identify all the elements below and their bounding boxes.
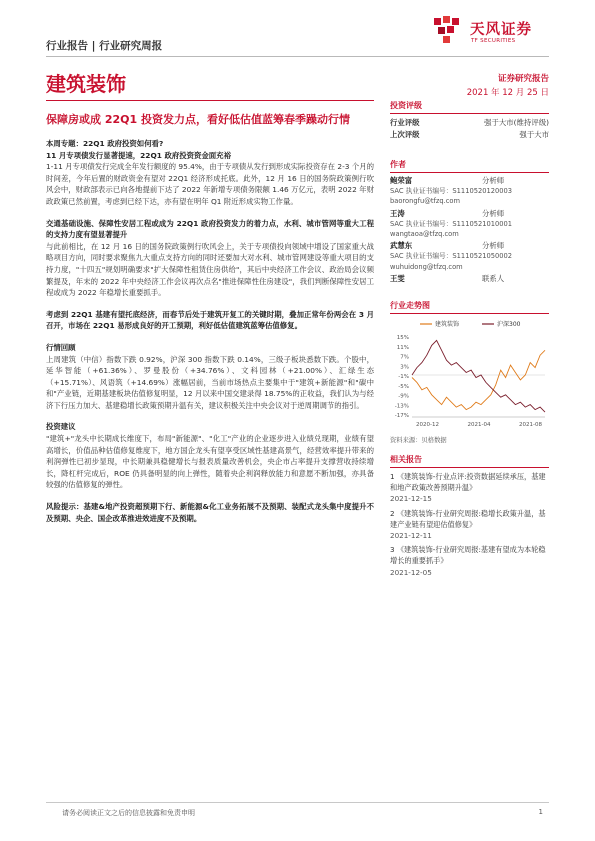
rating-key: 行业评级 bbox=[390, 118, 420, 127]
section-infra-title: 交通基础设施、保障性安居工程或成为 22Q1 政府投资发力的着力点，水利、城市管网等重大工程的支持力度有望显著提升 bbox=[46, 218, 374, 240]
rating-row bbox=[390, 117, 549, 129]
section-advice-title: 投资建议 bbox=[46, 422, 76, 432]
sidebar bbox=[390, 100, 549, 578]
brand-logo bbox=[432, 14, 550, 52]
header-divider bbox=[46, 56, 549, 57]
rating-row bbox=[390, 129, 549, 141]
y-tick-label: -1% bbox=[398, 374, 409, 381]
page-number: 1 bbox=[538, 808, 543, 816]
y-tick-label: 3% bbox=[400, 364, 409, 371]
y-tick-label: 15% bbox=[396, 335, 409, 342]
rating-value: 强于大市 bbox=[519, 130, 549, 139]
y-tick-label: 11% bbox=[396, 344, 409, 351]
report-date: 2021 年 12 月 25 日 bbox=[466, 88, 549, 98]
y-tick-label: -5% bbox=[398, 383, 409, 390]
trend-title: 行业走势图 bbox=[390, 301, 430, 311]
author-email[interactable]: baorongfu@tfzq.com bbox=[390, 197, 461, 206]
rating-key: 上次评级 bbox=[390, 130, 420, 139]
report-category: 行业报告 | 行业研究周报 bbox=[46, 40, 163, 52]
section-infra-text: 与此前相比，在 12 月 16 日的国务院政策例行吹风会上，关于专项债投向领域中增设了国家重大战略项目方向，同时要求聚焦九大重点支持方向的同时还要加大对水利、城市管网建设等重大项目的支持力度，"十四五"规划明确要求"扩大保障性租赁住房供给"，其后中央经济工作会议、政治局会议频繁提及，年末的 2022 年中央经济工作会议再次点名"推进保障性住房建设"，我们判断保障性安居工程或成为 2022 年稳增长重要抓手。 bbox=[46, 241, 374, 298]
section-advice-text: "建筑+"龙头中长期成长维度下，布局"新能源"、"化工"产业的企业逐步进入业绩兑现期，业绩有望高增长，价值品种估值修复维度下，地方国企龙头有望享受区域性基建高景气，经营效率提升带来的利润弹性已初步显现，中长期兼具稳健增长与报表质量改善机会，央企市占率提升支撑营收持续增长，降杠杆完成后，ROE 仍具备明显的向上弹性，随着央企利润释放能力和意愿不断加强，亦具备较强的估值修复的弹性。 bbox=[46, 434, 374, 490]
trend-chart bbox=[390, 317, 549, 433]
author-email[interactable]: wangtaoa@tfzq.com bbox=[390, 230, 459, 239]
trend-chart-svg bbox=[390, 317, 549, 433]
section-market-title: 行情回顾 bbox=[46, 342, 76, 352]
section-market-text: 上周建筑（中信）指数下跌 0.92%，沪深 300 指数下跌 0.14%，三级子板块悉数下跌。个股中，延华智能（+61.36%）、罗曼股份（+34.76%）、文科园林（+21.00%）、汇绿生态（+15.71%）、风语筑（+14.69%）涨幅居前，当前市场热点主要集中于"建筑+新能源"和"碳中和"产业链，近期基建板块估值修复明显，12 月以来中国交建录得 18.75%的正收益，我们认为与经济下行压力加大、基建稳增长政策预期升温有关，建议积极关注中央会议对于逆周期调节的指引。 bbox=[46, 354, 374, 410]
series-line bbox=[412, 340, 545, 412]
related-report-title[interactable]: 1 《建筑装饰-行业点评:投资数据延续承压，基建和地产政策改善预期升温》 bbox=[390, 472, 546, 493]
x-tick-label: 2021-04 bbox=[467, 422, 491, 429]
legend-label: 建筑装饰 bbox=[435, 321, 460, 329]
author-name: 鲍荣富 bbox=[390, 176, 413, 185]
section-risk-text: 风险提示：基建&地产投资超预期下行、新能源&化工业务拓展不及预期、装配式龙头集中度提升不及预期、央企、国企改革推进效进度不及预期。 bbox=[46, 502, 374, 523]
industry-title: 建筑装饰 bbox=[46, 72, 126, 96]
brand-logo-icon bbox=[432, 14, 464, 46]
main-body bbox=[46, 138, 374, 524]
related-report-title[interactable]: 2 《建筑装饰-行业研究周报:稳增长政策升温，基建产业链有望迎估值修复》 bbox=[390, 508, 546, 529]
rating-value: 强于大市(维持评级) bbox=[484, 118, 549, 127]
series-line bbox=[412, 350, 545, 409]
report-type: 证券研究报告 bbox=[497, 74, 549, 84]
author-name: 王涛 bbox=[390, 208, 405, 218]
related-report[interactable] bbox=[390, 508, 549, 542]
author-entry bbox=[390, 241, 549, 272]
brand-name-en: TF SECURITIES bbox=[471, 38, 516, 44]
rating-title: 投资评级 bbox=[390, 101, 422, 110]
report-headline: 保障房或成 22Q1 投资发力点，看好低估值蓝筹春季躁动行情 bbox=[46, 113, 350, 126]
legend-label: 沪深300 bbox=[497, 321, 521, 329]
author-name: 王雯 bbox=[390, 273, 405, 283]
y-tick-label: -9% bbox=[398, 393, 409, 400]
y-tick-label: -13% bbox=[394, 403, 409, 410]
x-tick-label: 2021-08 bbox=[519, 422, 542, 429]
related-list bbox=[390, 471, 549, 578]
section-outlook-text: 考虑到 22Q1 基建有望托底经济，而春节后处于建筑开复工的关键时期，叠加正常年份两会在 3 月召开，市场在 22Q1 易形成良好的开工预期，利好低估值建筑蓝筹估值修复。 bbox=[46, 309, 374, 331]
title-divider bbox=[46, 100, 374, 101]
author-entry bbox=[390, 176, 549, 207]
related-report-date: 2021-12-05 bbox=[390, 567, 432, 577]
x-tick-label: 2020-12 bbox=[416, 422, 439, 429]
y-tick-label: 7% bbox=[400, 354, 409, 361]
author-entry bbox=[390, 274, 549, 284]
author-role: 分析师 bbox=[482, 241, 505, 251]
author-entry bbox=[390, 209, 549, 240]
related-report-title[interactable]: 3 《建筑装饰-行业研究周报:基建有望成为本轮稳增长的重要抓手》 bbox=[390, 545, 546, 566]
chart-source: 资料来源：贝格数据 bbox=[390, 437, 447, 445]
related-report[interactable] bbox=[390, 471, 549, 505]
author-role: 联系人 bbox=[482, 273, 505, 283]
footer-divider bbox=[46, 802, 549, 803]
author-cert: SAC 执业证书编号：S1110521010001 bbox=[390, 219, 512, 228]
section-topic-title: 本周专题：22Q1 政府投资如何看? bbox=[46, 139, 164, 148]
related-report-date: 2021-12-15 bbox=[390, 494, 432, 504]
section-topic-text: 1-11 月专项债发行完成全年发行额度的 95.4%，由于专项债从发行到形成实际投资存在 2-3 个月的时间差，今年后置的财政资金有望对 22Q1 经济形成托底。此外，12 月 16 日的国务院政策例行吹风会中，财政部表示已向各地提前下达了 2022 年新增专项债务限额 1.46 万亿元，表明 2022 年财政政策已然前置，考虑到已经下达，亦有望在明年 Q1 附近形成实物工作量。 bbox=[46, 162, 374, 206]
y-tick-label: -17% bbox=[394, 413, 409, 420]
author-role: 分析师 bbox=[482, 208, 505, 218]
section-topic-subtitle: 11 月专项债发行显著提速，22Q1 政府投资资金面充裕 bbox=[46, 150, 231, 160]
related-report[interactable] bbox=[390, 544, 549, 578]
author-cert: SAC 执业证书编号：S1110520120003 bbox=[390, 187, 512, 196]
related-report-date: 2021-12-11 bbox=[390, 531, 432, 541]
authors-title: 作者 bbox=[390, 160, 406, 169]
author-cert: SAC 执业证书编号：S1110521050002 bbox=[390, 252, 512, 261]
brand-name-cn: 天风证券 bbox=[470, 22, 532, 38]
author-name: 武慧东 bbox=[390, 241, 413, 251]
footer-disclaimer: 请务必阅读正文之后的信息披露和免责申明 bbox=[62, 809, 195, 817]
author-email[interactable]: wuhuidong@tfzq.com bbox=[390, 262, 463, 271]
author-role: 分析师 bbox=[482, 176, 505, 185]
related-title: 相关报告 bbox=[390, 455, 422, 465]
